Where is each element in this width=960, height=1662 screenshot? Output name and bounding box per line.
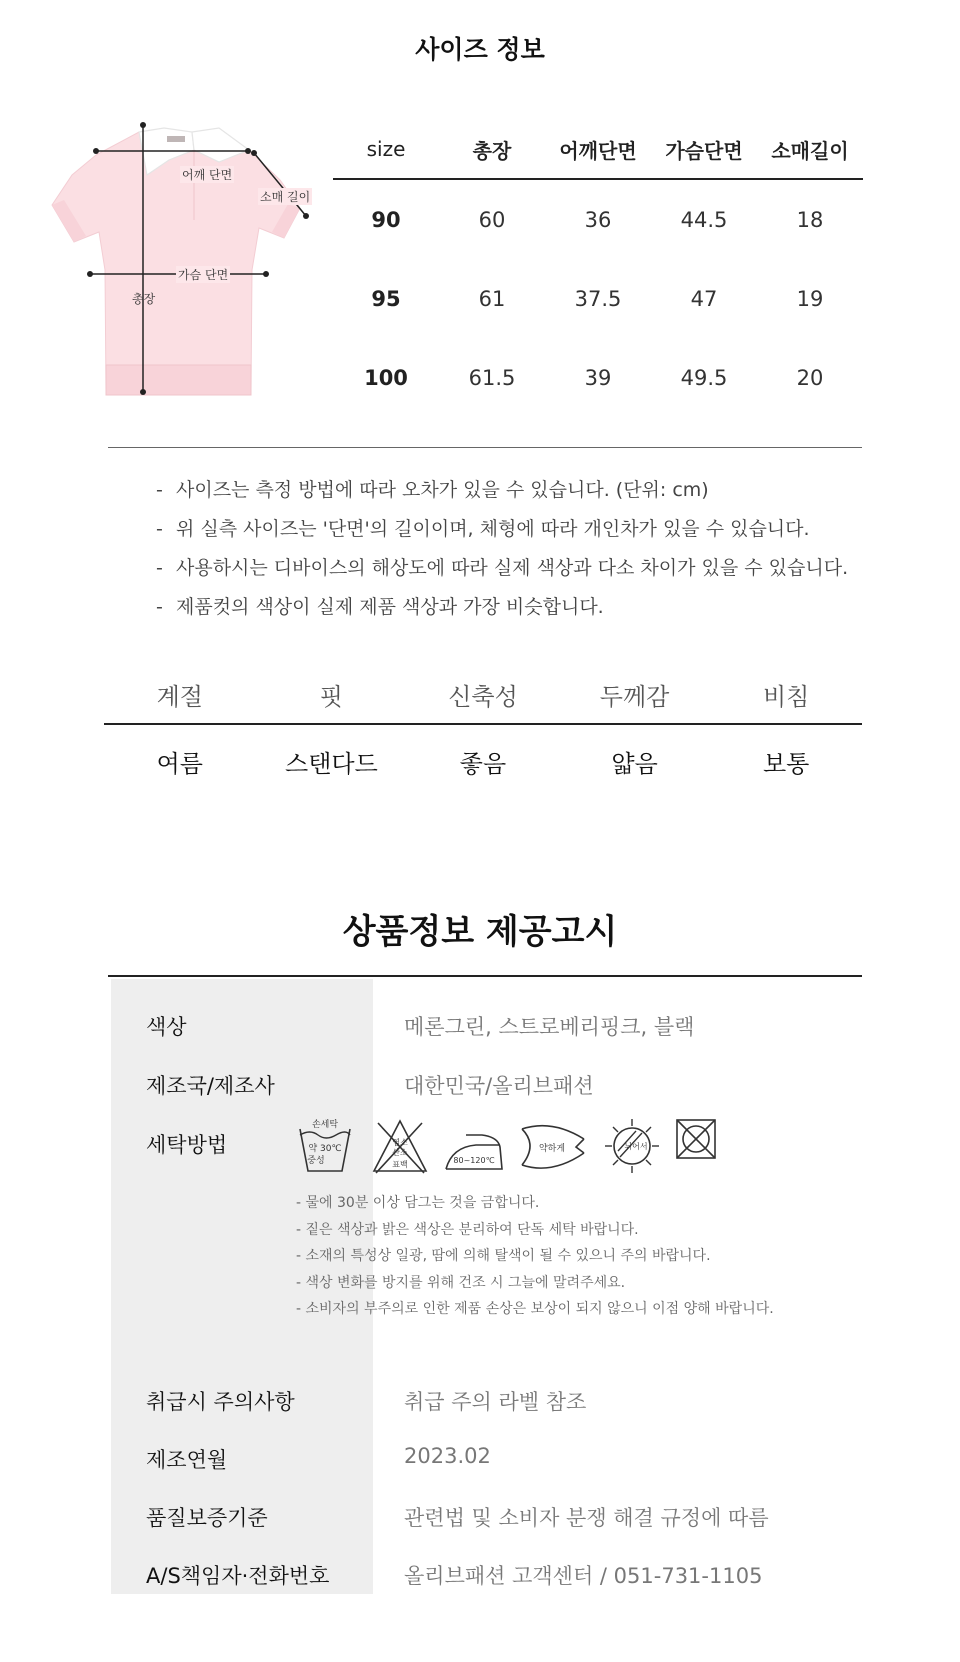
table-row	[333, 259, 863, 338]
wash-note-item: - 소재의 특성상 일광, 땀에 의해 탈색이 될 수 있으니 주의 바랍니다.	[296, 1248, 711, 1264]
chest-value: 44.5	[680, 207, 728, 232]
length-label: 총장	[132, 292, 156, 306]
shirt-size-diagram	[44, 120, 334, 432]
size-table	[333, 120, 863, 417]
attributes-values	[104, 725, 862, 797]
note-item: - 사용하시는 디바이스의 해상도에 따라 실제 색상과 다소 차이가 있을 수 있습니다.	[156, 557, 849, 579]
wash-notes	[296, 1193, 774, 1326]
svg-text:80~120℃: 80~120℃	[453, 1156, 495, 1165]
size-table-header	[333, 120, 863, 180]
size-notes	[156, 475, 848, 631]
shade-dry-icon	[602, 1117, 662, 1175]
svg-text:약하게: 약하게	[538, 1144, 566, 1154]
chest-label: 가슴 단면	[178, 268, 229, 282]
sleeve-value: 19	[796, 286, 824, 311]
iron-icon	[442, 1117, 506, 1175]
shoulder-value: 39	[584, 365, 612, 390]
chest-value: 49.5	[680, 365, 728, 390]
svg-text:염소: 염소	[392, 1138, 408, 1147]
size-info-title: 사이즈 정보	[415, 35, 545, 64]
header-sleeve: 소매길이	[771, 138, 849, 163]
wash-note-item: - 소비자의 부주의로 인한 제품 손상은 보상이 되지 않으니 이점 양해 바랍니다.	[296, 1301, 774, 1317]
attr-header-sheerness: 비침	[762, 682, 810, 711]
hand-wash-icon	[296, 1117, 354, 1175]
note-item: - 사이즈는 측정 방법에 따라 오차가 있을 수 있습니다. (단위: cm)	[156, 479, 709, 501]
length-value: 61	[478, 286, 506, 311]
divider	[108, 447, 862, 448]
date-value: 2023.02	[404, 1444, 491, 1468]
origin-label: 제조국/제조사	[146, 1074, 275, 1098]
table-row	[333, 180, 863, 259]
shoulder-label: 어깨 단면	[182, 168, 233, 182]
sleeve-label: 소매 길이	[260, 190, 311, 204]
size-value: 100	[364, 365, 408, 390]
attr-header-fit: 핏	[319, 682, 343, 711]
warranty-label: 품질보증기준	[146, 1506, 268, 1530]
attr-value-fit: 스탠다드	[285, 749, 378, 778]
header-shoulder: 어깨단면	[559, 138, 637, 163]
header-chest: 가슴단면	[665, 138, 743, 163]
sleeve-value: 20	[796, 365, 824, 390]
table-row	[333, 338, 863, 417]
attr-value-sheerness: 보통	[762, 749, 810, 778]
attr-header-thickness: 두께감	[599, 682, 670, 711]
size-value: 95	[371, 286, 401, 311]
svg-text:산소: 산소	[392, 1148, 408, 1157]
no-tumble-dry-icon	[674, 1117, 718, 1161]
product-info-title: 상품정보 제공고시	[342, 912, 618, 952]
note-item: - 제품컷의 색상이 실제 제품 색상과 가장 비슷합니다.	[156, 596, 604, 618]
attr-value-stretch: 좋음	[459, 749, 507, 778]
header-size: size	[366, 137, 406, 161]
svg-text:약 30℃: 약 30℃	[308, 1144, 342, 1154]
sleeve-value: 18	[796, 207, 824, 232]
washing-label: 세탁방법	[146, 1133, 228, 1157]
no-bleach-icon	[370, 1117, 430, 1175]
attributes-header	[104, 665, 862, 725]
attr-header-season: 계절	[156, 682, 203, 711]
attr-header-stretch: 신축성	[448, 682, 518, 711]
origin-value: 대한민국/올리브패션	[404, 1074, 594, 1098]
warranty-value: 관련법 및 소비자 분쟁 해결 규정에 따름	[404, 1506, 769, 1530]
svg-text:중성: 중성	[307, 1156, 325, 1166]
color-value: 메론그린, 스트로베리핑크, 블랙	[404, 1015, 695, 1039]
svg-text:손세탁: 손세탁	[311, 1120, 339, 1130]
as-label: A/S책임자·전화번호	[146, 1564, 330, 1588]
note-item: - 위 실측 사이즈는 '단면'의 길이이며, 체형에 따라 개인차가 있을 수 있습니다.	[156, 518, 810, 540]
color-label: 색상	[146, 1015, 187, 1039]
caution-value: 취급 주의 라벨 참조	[404, 1390, 587, 1414]
wash-note-item: - 물에 30분 이상 담그는 것을 금합니다.	[296, 1195, 540, 1211]
svg-text:뉘어서: 뉘어서	[624, 1142, 648, 1151]
size-value: 90	[371, 207, 401, 232]
date-label: 제조연월	[146, 1448, 228, 1472]
wash-note-item: - 짙은 색상과 밝은 색상은 분리하여 단독 세탁 바랍니다.	[296, 1221, 639, 1238]
chest-value: 47	[690, 286, 718, 311]
shoulder-value: 36	[584, 207, 612, 232]
attr-value-thickness: 얇음	[611, 749, 658, 778]
length-value: 61.5	[468, 365, 516, 390]
dry-clean-icon	[518, 1117, 588, 1175]
length-value: 60	[478, 207, 506, 232]
attr-value-season: 여름	[156, 749, 203, 778]
header-length: 총장	[472, 138, 512, 163]
wash-note-item: - 색상 변화를 방지를 위해 건조 시 그늘에 말려주세요.	[296, 1274, 626, 1291]
caution-label: 취급시 주의사항	[146, 1390, 295, 1414]
shoulder-value: 37.5	[574, 286, 622, 311]
fabric-attributes-table	[104, 665, 862, 797]
svg-text:표백: 표백	[392, 1160, 408, 1169]
as-value: 올리브패션 고객센터 / 051-731-1105	[404, 1564, 763, 1588]
